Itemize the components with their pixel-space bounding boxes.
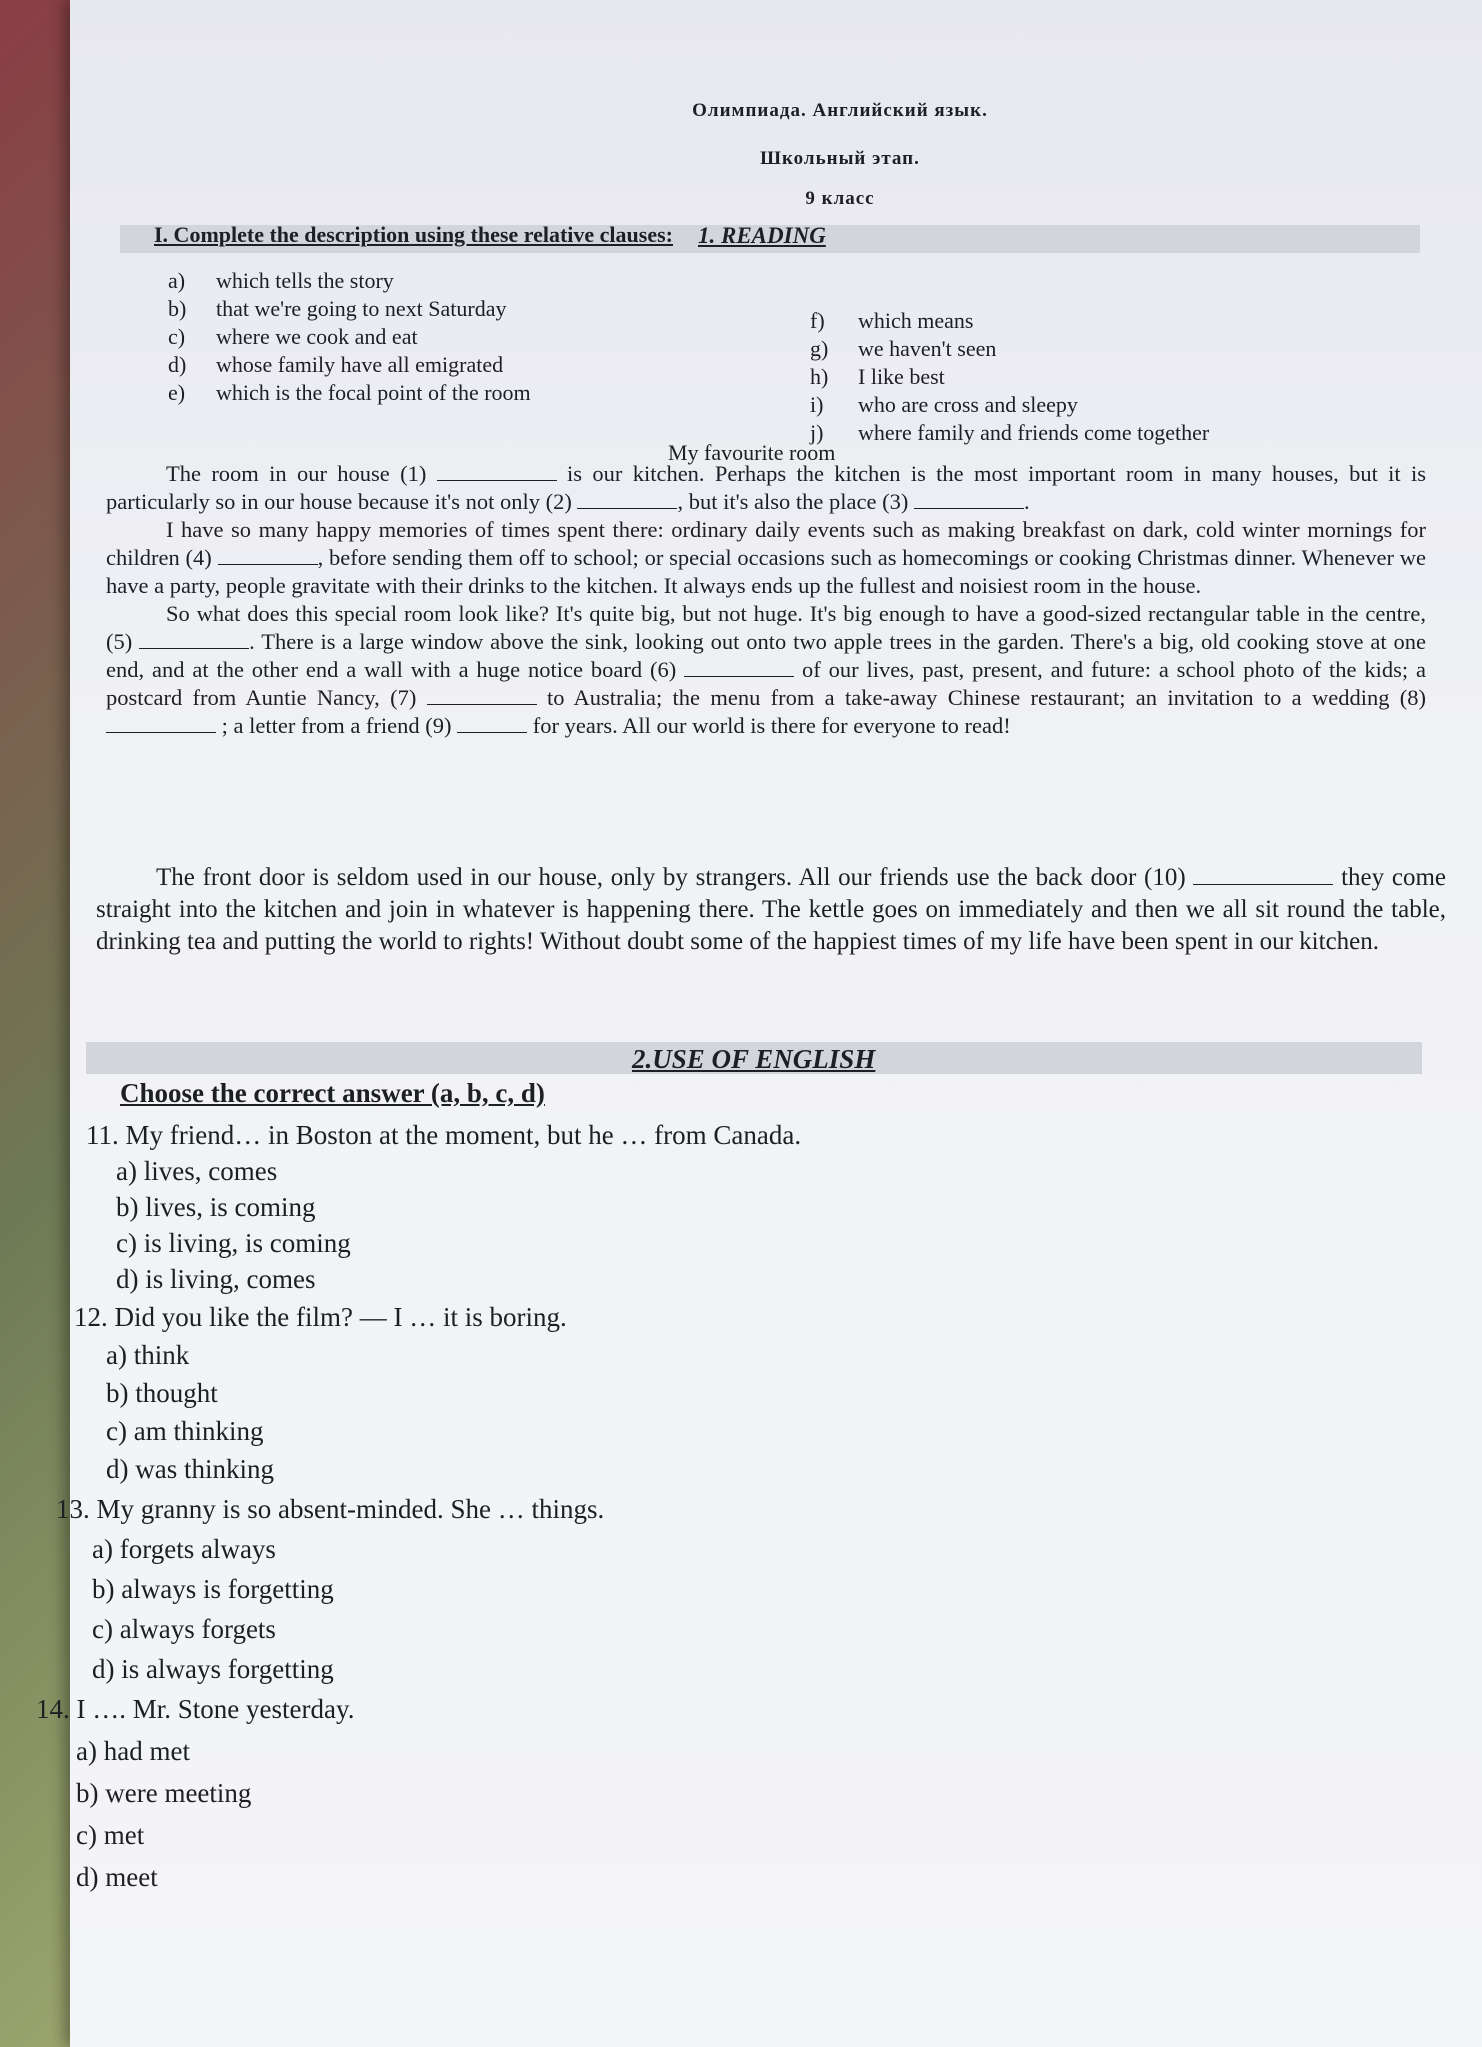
clause-letter: g) [810,336,829,361]
clause-text: we haven't seen [858,336,997,361]
clause-text: whose family have all emigrated [216,352,504,377]
clause-text: which tells the story [216,268,394,293]
clause-g [810,336,996,362]
gap-9[interactable] [457,714,527,733]
header-stage: Школьный этап. [760,148,920,169]
clause-e [168,380,531,406]
option-12d[interactable]: d) was thinking [106,1454,274,1484]
clause-text: I like best [858,364,945,389]
gap-4[interactable] [218,546,318,565]
option-13a[interactable]: a) forgets always [92,1534,276,1564]
gap-3[interactable] [914,490,1024,509]
option-11c[interactable]: c) is living, is coming [116,1228,351,1258]
use-of-english-section-title: 2.USE OF ENGLISH [632,1044,876,1074]
option-12c[interactable]: c) am thinking [106,1416,264,1446]
reading-text-title: My favourite room [668,440,836,465]
option-13d[interactable]: d) is always forgetting [92,1654,334,1684]
option-12a[interactable]: a) think [106,1340,190,1370]
gap-1[interactable] [437,462,557,481]
paragraph-2 [106,516,1426,600]
gap-10[interactable] [1193,862,1333,885]
option-11a[interactable]: a) lives, comes [116,1156,278,1186]
clause-d [168,352,503,378]
clause-b [168,296,507,322]
reading-task-title: I. Complete the description using these relative clauses: [154,222,673,247]
question-12: 12. Did you like the film? — I … it is boring. [74,1302,567,1332]
use-of-english-task-title: Choose the correct answer (a, b, c, d) [120,1078,545,1108]
p2-text-2: , before sending them off to school; or special occasions such as homecomings or cooking Christmas dinner. Whenever we have a party, people gravitate with their drinks to the kitchen. It always ends up the fullest and noisiest room in the house. [106,545,1426,598]
p3-text-2: . There is a large window above the sink, looking out onto two apple trees in the garden. There's a big, old cooking stove at one end, and at the other end a wall with a huge notice board (6) [106,629,1426,682]
paragraph-3 [106,600,1426,740]
clause-a [168,268,394,294]
clause-f [810,308,973,334]
reading-final-paragraph [96,862,1446,958]
option-14c[interactable]: c) met [76,1820,145,1850]
clause-text: where family and friends come together [858,420,1210,445]
question-14: 14. I …. Mr. Stone yesterday. [36,1694,355,1724]
option-13b[interactable]: b) always is forgetting [92,1574,334,1604]
worksheet-page [36,0,1482,2047]
question-13: 13. My granny is so absent-minded. She … things. [56,1494,605,1524]
p3-text-1: So what does this special room look like? It's quite big, but not huge. It's big enough to have a good-sized rectangular table in the centre, (5) [106,601,1426,654]
clause-c [168,324,418,350]
option-11b[interactable]: b) lives, is coming [116,1192,316,1222]
gap-7[interactable] [427,686,537,705]
clause-text: who are cross and sleepy [858,392,1078,417]
option-14a[interactable]: a) had met [76,1736,190,1766]
clause-letter: h) [810,364,829,389]
paragraph-1 [106,460,1426,516]
paragraph-4 [96,862,1446,958]
clause-h [810,364,945,390]
clause-letter: j) [810,420,824,445]
question-11: 11. My friend… in Boston at the moment, but he … from Canada. [86,1120,802,1150]
p2-text-1: I have so many happy memories of times spent there: ordinary daily events such as making breakfast on dark, cold winter mornings for children (4) [106,517,1426,570]
gap-6[interactable] [684,658,794,677]
clause-letter: e) [168,380,186,405]
reading-section-title: 1. READING [698,223,826,248]
clause-text: which is the focal point of the room [216,380,531,405]
clause-letter: i) [810,392,824,417]
clause-letter: b) [168,296,187,321]
option-14b[interactable]: b) were meeting [76,1778,252,1808]
p4-text-1: The front door is seldom used in our house, only by strangers. All our friends use the back door (10) [156,864,1186,891]
gap-8[interactable] [106,714,216,733]
option-13c[interactable]: c) always forgets [92,1614,276,1644]
option-11d[interactable]: d) is living, comes [116,1264,316,1294]
clause-letter: d) [168,352,187,377]
p3-text-4: to Australia; the menu from a take-away Chinese restaurant; an invitation to a wedding (8) [546,685,1427,710]
gap-5[interactable] [139,630,249,649]
p1-text-2: is our kitchen. Perhaps the kitchen is the most important room in many houses, but it is particularly so in our house because it's not only (2) [106,461,1427,514]
header-grade: 9 класс [805,188,875,209]
p3-text-3: of our lives, past, present, and future: a school photo of the kids; a postcard from Auntie Nancy, (7) [106,657,1426,710]
clause-letter: a) [168,268,186,293]
p3-text-6: for years. All our world is there for everyone to read! [532,713,1011,738]
p3-text-5: ; a letter from a friend (9) [221,713,452,738]
clause-i [810,392,1078,418]
clause-text: that we're going to next Saturday [216,296,507,321]
clause-letter: c) [168,324,186,349]
p1-text-1: The room in our house (1) [166,461,427,486]
gap-2[interactable] [577,490,677,509]
clause-j [810,420,1209,446]
clause-text: where we cook and eat [216,324,418,349]
header-olympiad: Олимпиада. Английский язык. [692,100,988,121]
option-14d[interactable]: d) meet [76,1862,158,1892]
clause-text: which means [858,308,974,333]
p1-text-3: , but it's also the place (3) [677,489,909,514]
reading-passage [106,460,1426,740]
p1-text-4: . [1023,489,1030,514]
clause-letter: f) [810,308,825,333]
option-12b[interactable]: b) thought [106,1378,218,1408]
p4-text-2: they come straight into the kitchen and join in whatever is happening there. The kettle goes on immediately and then we all sit round the table, drinking tea and putting the world to rights! Without doubt some of the happiest times of my life have been spent in our kitchen. [96,864,1447,955]
